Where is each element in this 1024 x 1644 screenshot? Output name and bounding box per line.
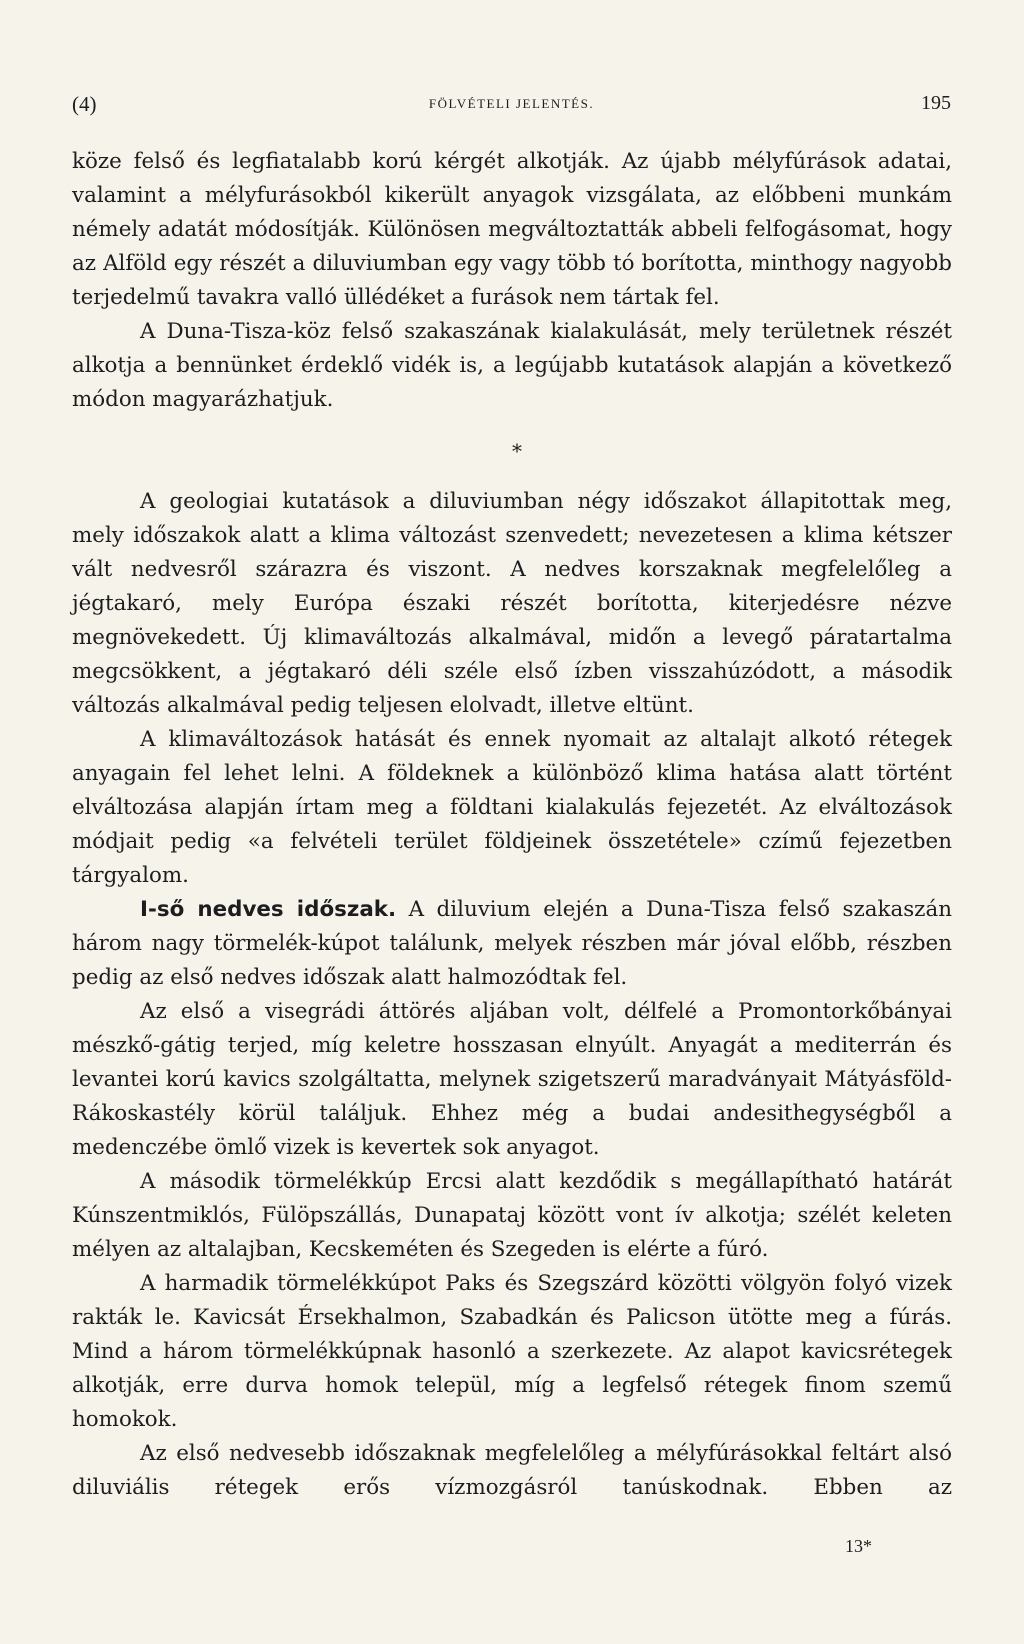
paragraph-5-text: A diluvium elején a Duna-Tisza felső szakaszán három nagy törmelék-kúpot találunk, melyek részben már jóval előbb, részben pedig az első nedves időszak alatt halmozódtak fel.	[72, 897, 952, 990]
paragraph-7: A második törmelékkúp Ercsi alatt kezdődik s megállapítható határát Kúnszentmiklós, Fülöpszállás, Dunapataj között vont ív alkotja; szélét keleten mélyen az altalajban, Kecskeméten és Szegeden is elérte a fúró.	[72, 1169, 952, 1262]
paragraph-3: A geologiai kutatások a diluviumban négy időszakot állapitottak meg, mely időszakok alatt a klima változást szenvedett; nevezetesen a klima kétszer vált nedvesről szárazra és viszont. A nedves korszaknak megfelelőleg a jégtakaró, mely Európa északi részét borította, kiterjedésre nézve megnövekedett. Új klimaváltozás alkalmával, midőn a levegő páratartalma megcsökkent, a jégtakaró déli széle első ízben visszahúzódott, a második változás alkalmával pedig teljesen elolvadt, illetve eltünt.	[72, 489, 952, 718]
paragraph-6: Az első a visegrádi áttörés aljában volt, délfelé a Promontorkőbányai mészkő-gátig terjed, míg keletre hosszasan elnyúlt. Anyagát a mediterrán és levantei korú kavics szolgáltatta, melynek szigetszerű maradványait Mátyásföld-Rákoskastély körül találjuk. Ehhez még a budai andesithegységből a medenczébe ömlő vizek is kevertek sok anyagot.	[72, 999, 952, 1160]
paragraph-1: köze felső és legfiatalabb korú kérgét alkotják. Az újabb mélyfúrások adatai, valamint a mélyfurásokból kikerült anyagok vizsgálata, az előbbeni munkám némely adatát módosítják. Különösen megváltoztatták abbeli felfogásomat, hogy az Alföld egy részét a diluviumban egy vagy több tó borította, minthogy nagyobb terjedelmű tavakra valló üllédéket a furások nem tártak fel.	[72, 149, 952, 310]
signature-mark: 13*	[845, 1536, 872, 1556]
paragraph-8: A harmadik törmelékkúpot Paks és Szegszárd közötti völgyön folyó vizek rakták le. Kavicsát Érsekhalmon, Szabadkán és Palicson ütötte meg a fúrás. Mind a három törmelékkúpnak hasonló a szerkezete. Az alapot kavicsrétegek alkotják, erre durva homok települ, míg a legfelső rétegek finom szemű homokok.	[72, 1271, 952, 1432]
chapter-number: (4)	[72, 92, 97, 116]
paragraph-9: Az első nedvesebb időszaknak megfelelőleg a mélyfúrásokkal feltárt alsó diluviális rétegek erős vízmozgásról tanúskodnak. Ebben az	[72, 1441, 952, 1500]
section-separator: *	[512, 439, 522, 463]
paragraph-2: A Duna-Tisza-köz felső szakaszának kialakulását, mely területnek részét alkotja a bennünket érdeklő vidék is, a legújabb kutatások alapján a következő módon magyarázhatjuk.	[72, 319, 952, 412]
paragraph-4: A klimaváltozások hatását és ennek nyomait az altalajt alkotó rétegek anyagain fel lehet lelni. A földeknek a különböző klima hatása alatt történt elváltozása alapján írtam meg a földtani kialakulás fejezetét. Az elváltozások módjait pedig «a felvételi terület földjeinek összetétele» czímű fejezetben tárgyalom.	[72, 727, 952, 888]
running-title: FÖLVÉTELI JELENTÉS.	[428, 96, 595, 111]
section-heading: I-ső nedves időszak.	[140, 897, 397, 922]
page-number: 195	[921, 92, 951, 114]
paragraph-5	[72, 893, 952, 995]
page-header	[72, 92, 951, 122]
body-text	[72, 145, 952, 1505]
